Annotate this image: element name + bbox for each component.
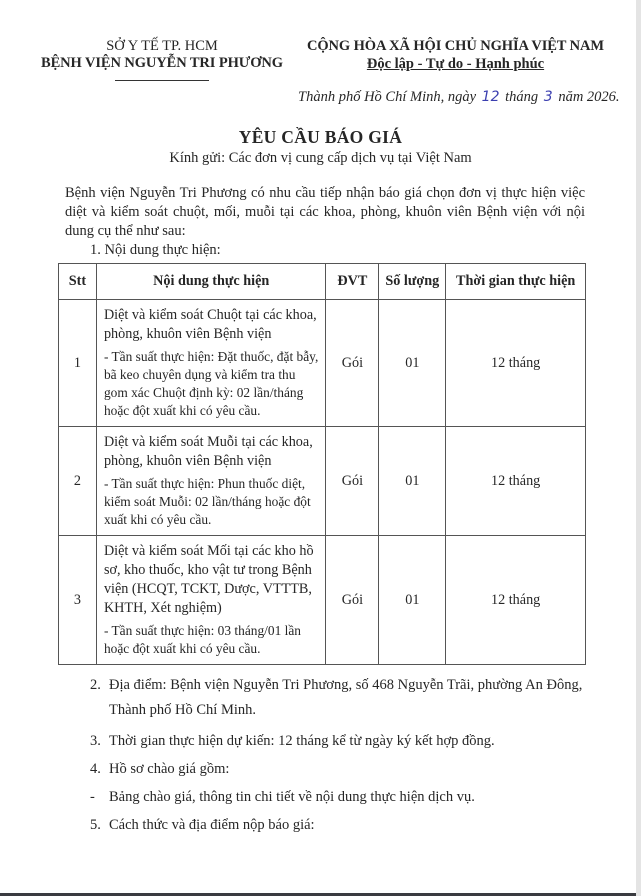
handwritten-day: 12	[481, 89, 500, 105]
row-frequency: - Tần suất thực hiện: Đặt thuốc, đặt bẫy, bã keo chuyên dụng và kiểm tra thu gom xác Chuột định kỳ: 02 lần/tháng hoặc đột xuất khi có yêu cầu.	[103, 349, 319, 418]
hospital-name: BỆNH VIỆN NGUYỄN TRI PHƯƠNG	[41, 55, 283, 71]
row-stt: 3	[59, 536, 97, 665]
issuer-header	[40, 38, 284, 81]
table-header-row	[59, 264, 586, 300]
list-marker: 4.	[90, 761, 101, 777]
requirements-list	[90, 676, 590, 844]
list-text: Hồ sơ chào giá gồm:	[109, 761, 230, 777]
list-item-submission	[90, 816, 590, 835]
list-item-location	[90, 676, 590, 723]
list-marker: 5.	[90, 817, 101, 833]
row-title: Diệt và kiểm soát Mối tại các kho hồ sơ, kho thuốc, kho vật tư trong Bệnh viện (HCQT, TCKT, Dược, VTTTB, KHTH, Xét nghiệm)	[103, 543, 314, 616]
header-unit: ĐVT	[326, 264, 379, 300]
row-quantity: 01	[379, 536, 446, 665]
row-quantity: 01	[379, 427, 446, 536]
row-duration: 12 tháng	[446, 300, 586, 427]
row-unit: Gói	[326, 536, 379, 665]
year-label: năm 2026.	[558, 89, 620, 105]
row-duration: 12 tháng	[446, 536, 586, 665]
list-marker: -	[90, 789, 95, 805]
row-title: Diệt và kiểm soát Muỗi tại các khoa, phòng, khuôn viên Bệnh viện	[103, 434, 313, 469]
header-stt: Stt	[59, 264, 97, 300]
national-motto: Độc lập - Tự do - Hạnh phúc	[366, 56, 545, 72]
recipient-line: Kính gửi: Các đơn vị cung cấp dịch vụ tại Việt Nam	[169, 150, 472, 166]
nation-name: CỘNG HÒA XÃ HỘI CHỦ NGHĨA VIỆT NAM	[307, 38, 604, 54]
row-stt: 1	[59, 300, 97, 427]
list-item-quote-sheet	[90, 788, 590, 807]
date-line	[298, 89, 620, 106]
national-header	[292, 38, 619, 74]
service-table	[58, 263, 586, 665]
header-content: Nội dung thực hiện	[96, 264, 326, 300]
row-frequency: - Tần suất thực hiện: Phun thuốc diệt, kiểm soát Muỗi: 02 lần/tháng hoặc đột xuất khi có yêu cầu.	[103, 476, 311, 527]
list-item-documents	[90, 760, 590, 779]
table-row	[59, 536, 586, 665]
row-content	[96, 536, 326, 665]
list-text: Địa điểm: Bệnh viện Nguyễn Tri Phương, số 468 Nguyễn Trãi, phường An Đông, Thành phố Hồ Chí Minh.	[109, 677, 583, 718]
row-duration: 12 tháng	[446, 427, 586, 536]
row-title: Diệt và kiểm soát Chuột tại các khoa, phòng, khuôn viên Bệnh viện	[103, 307, 317, 342]
section-1-heading: 1. Nội dung thực hiện:	[90, 242, 221, 258]
row-content	[96, 427, 326, 536]
list-text: Bảng chào giá, thông tin chi tiết về nội dung thực hiện dịch vụ.	[109, 789, 475, 805]
document-title: YÊU CẦU BÁO GIÁ	[238, 127, 403, 147]
list-marker: 3.	[90, 733, 101, 749]
list-text: Cách thức và địa điểm nộp báo giá:	[109, 817, 315, 833]
row-content	[96, 300, 326, 427]
row-frequency: - Tần suất thực hiện: 03 tháng/01 lần hoặc đột xuất khi có yêu cầu.	[103, 623, 301, 656]
row-stt: 2	[59, 427, 97, 536]
list-text: Thời gian thực hiện dự kiến: 12 tháng kể từ ngày ký kết hợp đồng.	[109, 733, 495, 749]
date-prefix: Thành phố Hồ Chí Minh, ngày	[298, 89, 477, 105]
header-quantity: Số lượng	[379, 264, 446, 300]
header-duration: Thời gian thực hiện	[446, 264, 586, 300]
list-item-duration	[90, 732, 590, 751]
month-label: tháng	[505, 89, 539, 105]
intro-paragraph: Bệnh viện Nguyễn Tri Phương có nhu cầu tiếp nhận báo giá chọn đơn vị thực hiện việc diệt và kiểm soát chuột, mối, muỗi tại các khoa, phòng, khuôn viên Bệnh viện với nội dung cụ thể như sau:	[65, 185, 585, 239]
header-divider	[115, 80, 209, 81]
row-quantity: 01	[379, 300, 446, 427]
handwritten-month: 3	[543, 89, 553, 105]
department-name: SỞ Y TẾ TP. HCM	[106, 38, 218, 54]
row-unit: Gói	[326, 300, 379, 427]
row-unit: Gói	[326, 427, 379, 536]
table-row	[59, 427, 586, 536]
list-marker: 2.	[90, 677, 101, 693]
table-row	[59, 300, 586, 427]
